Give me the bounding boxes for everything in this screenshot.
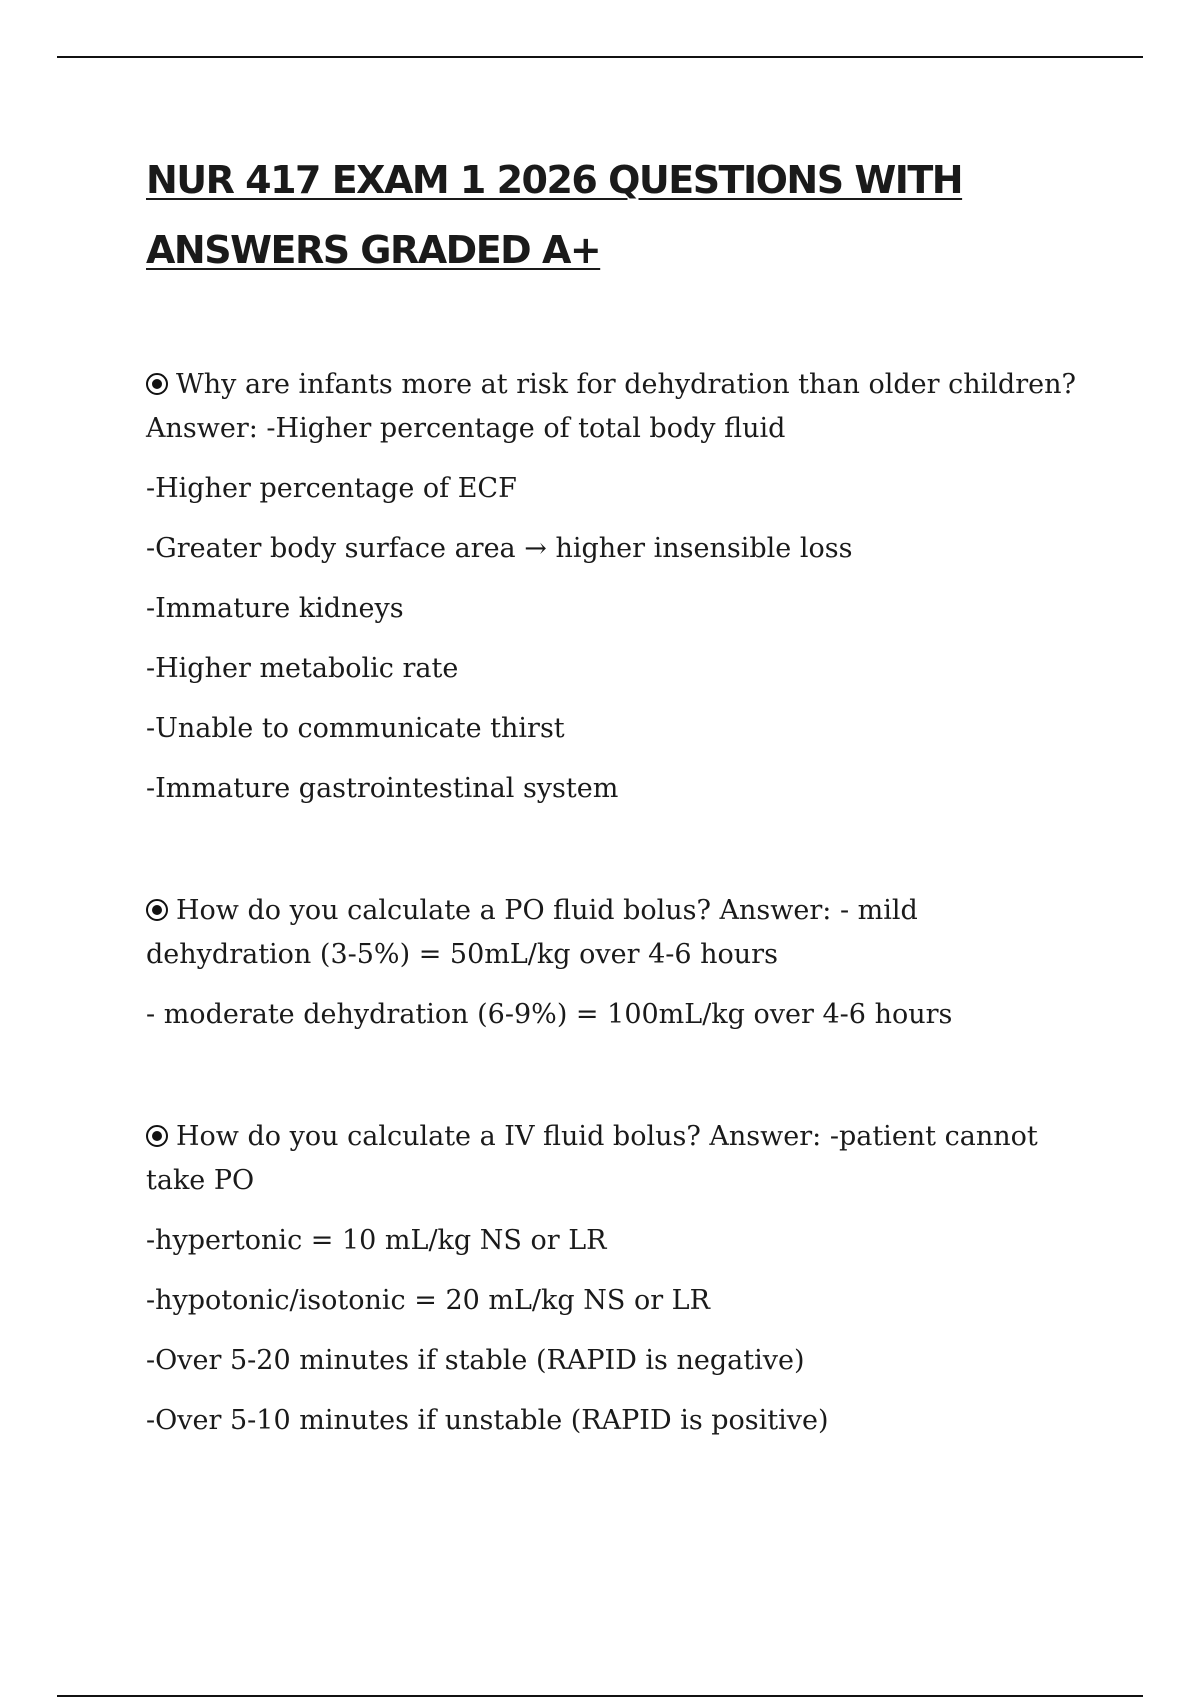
qa-list [146, 363, 1086, 1443]
answer-line: -Over 5-20 minutes if stable (RAPID is negative) [146, 1345, 805, 1376]
question-text: How do you calculate a IV fluid bolus? Answer: -patient cannot take PO [146, 1121, 1038, 1196]
question-text: How do you calculate a PO fluid bolus? Answer: - mild dehydration (3-5%) = 50mL/kg over 4-6 hours [146, 895, 918, 970]
answer-line: -hypertonic = 10 mL/kg NS or LR [146, 1225, 607, 1256]
question [146, 889, 1086, 977]
answer-line: - moderate dehydration (6-9%) = 100mL/kg over 4-6 hours [146, 999, 953, 1030]
radio-bullet-icon [146, 373, 168, 395]
qa-item [146, 1115, 1086, 1443]
bottom-rule [57, 1695, 1143, 1697]
answer-line: -Unable to communicate thirst [146, 713, 565, 744]
answer-line: -Greater body surface area → higher insensible loss [146, 533, 853, 564]
radio-bullet-icon [146, 899, 168, 921]
answer-line: -Over 5-10 minutes if unstable (RAPID is positive) [146, 1405, 829, 1436]
question [146, 363, 1086, 451]
answer-line: -Immature kidneys [146, 593, 404, 624]
question [146, 1115, 1086, 1203]
document-title [146, 145, 1086, 285]
qa-item [146, 363, 1086, 811]
top-rule [57, 56, 1143, 58]
title-line-1: NUR 417 EXAM 1 2026 QUESTIONS WITH [146, 158, 963, 202]
title-line-2: ANSWERS GRADED A+ [146, 228, 601, 272]
answer-line: -Higher percentage of ECF [146, 473, 517, 504]
answer-line: -Immature gastrointestinal system [146, 773, 619, 804]
question-text: Why are infants more at risk for dehydration than older children? Answer: -Higher percentage of total body fluid [146, 369, 1076, 444]
document-body [146, 145, 1086, 1521]
answer-line: -hypotonic/isotonic = 20 mL/kg NS or LR [146, 1285, 710, 1316]
qa-item [146, 889, 1086, 1037]
answer-line: -Higher metabolic rate [146, 653, 459, 684]
radio-bullet-icon [146, 1125, 168, 1147]
